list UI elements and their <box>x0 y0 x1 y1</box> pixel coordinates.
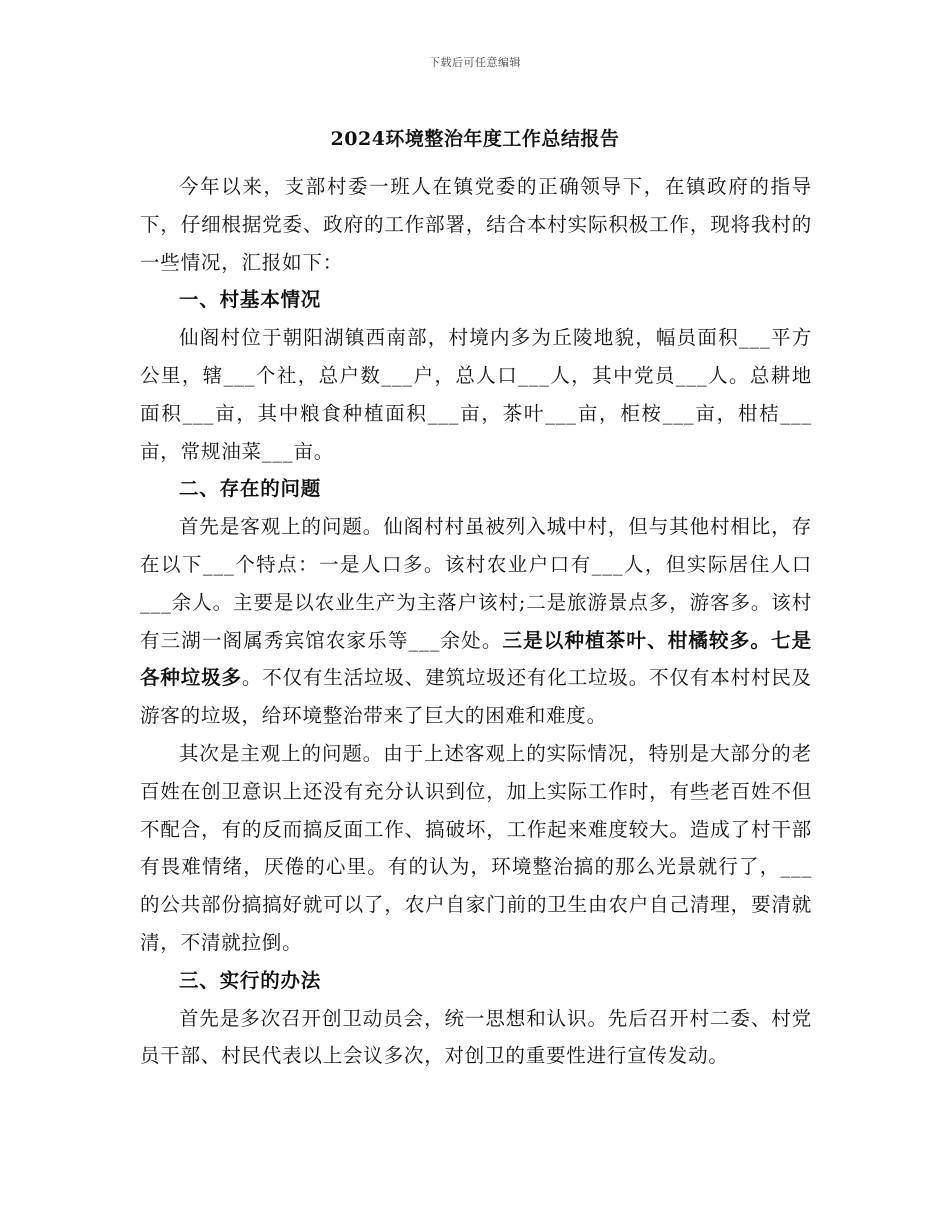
subjective-problems-paragraph: 其次是主观上的问题。由于上述客观上的实际情况，特别是大部分的老百姓在创卫意识上还没有充分认识到位，加上实际工作时，有些老百姓不但不配合，有的反而搞反面工作、搞破坏，工作起来难度较大。造成了村干部有畏难情绪，厌倦的心里。有的认为，环境整治搞的那么光景就行了，___的公共部份搞搞好就可以了，农户自家门前的卫生由农户自己清理，要清就清，不清就拉倒。 <box>140 741 812 954</box>
section-heading-measures: 三、实行的办法 <box>179 968 322 992</box>
measures-paragraph: 首先是多次召开创卫动员会，统一思想和认识。先后召开村二委、村党员干部、村民代表以上会议多次，对创卫的重要性进行宣传发动。 <box>140 1006 812 1068</box>
objective-problems-paragraph <box>140 508 812 735</box>
objective-problems-text-a: 首先是客观上的问题。仙阁村村虽被列入城中村，但与其他村相比，存在以下___个特点：一是人口多。该村农业户口有___人，但实际居住人口___余人。主要是以农业生产为主落户该村;二是旅游景点多，游客多。该村有三湖一阁属秀宾馆农家乐等___余处。 <box>140 515 812 652</box>
basic-info-paragraph: 仙阁村位于朝阳湖镇西南部，村境内多为丘陵地貌，幅员面积___平方公里，辖___个社，总户数___户，总人口___人，其中党员___人。总耕地面积___亩，其中粮食种植面积___亩，茶叶___亩，柜桉___亩，柑桔___亩，常规油菜___亩。 <box>140 326 812 463</box>
document-title: 2024环境整治年度工作总结报告 <box>330 128 620 150</box>
document-body <box>140 168 812 1075</box>
objective-problems-text-b: 。不仅有生活垃圾、建筑垃圾还有化工垃圾。不仅有本村村民及游客的垃圾，给环境整治带来了巨大的困难和难度。 <box>140 666 812 728</box>
section-heading-problems: 二、存在的问题 <box>179 477 322 501</box>
objective-problems-bold-text: 三是以种植茶叶、柑橘较多。七是各种垃圾多 <box>140 628 812 690</box>
intro-paragraph: 今年以来，支部村委一班人在镇党委的正确领导下，在镇政府的指导下，仔细根据党委、政府的工作部署，结合本村实际积极工作，现将我村的一些情况，汇报如下： <box>140 175 812 274</box>
header-note: 下载后可任意编辑 <box>429 56 521 69</box>
section-heading-basic-info: 一、村基本情况 <box>179 288 322 312</box>
